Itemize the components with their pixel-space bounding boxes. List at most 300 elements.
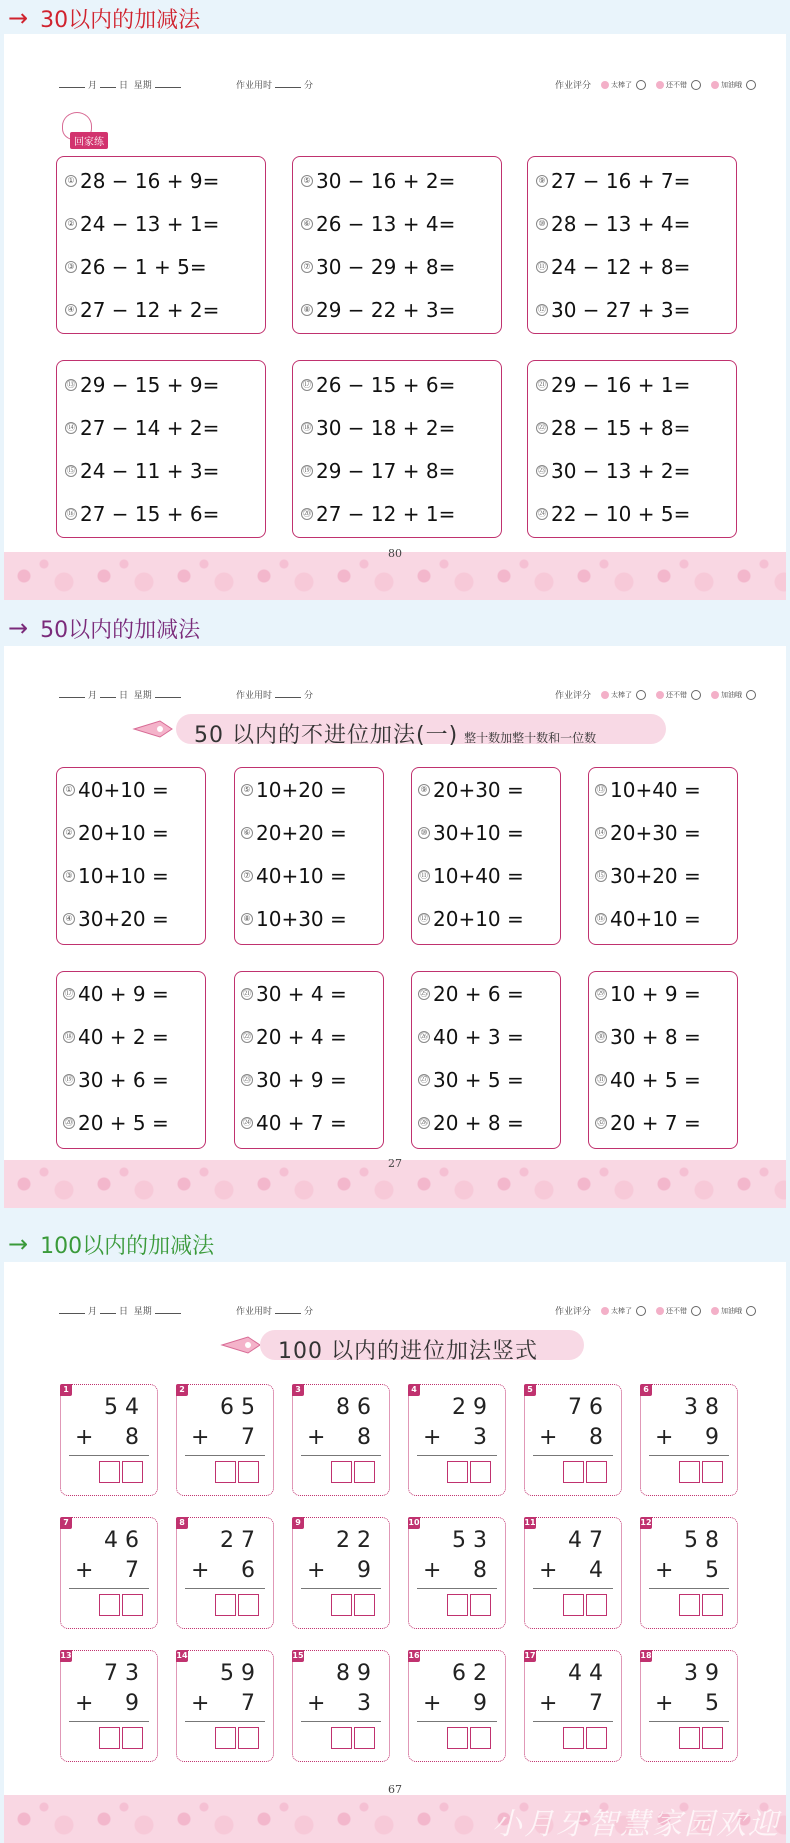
equation[interactable]: [595, 778, 701, 802]
addend-bottom-row: [539, 1691, 603, 1716]
equation[interactable]: [65, 416, 219, 440]
addend-top: 4 6: [104, 1528, 139, 1553]
equation[interactable]: [63, 778, 169, 802]
problem-number-badge: 3: [292, 1384, 304, 1396]
equation[interactable]: [63, 1025, 169, 1049]
problem-number: ㉓: [538, 466, 546, 475]
date-fields[interactable]: 月 日 星期: [56, 78, 184, 91]
answer-digit-box[interactable]: [563, 1461, 584, 1483]
addend-top: 2 7: [220, 1528, 255, 1553]
problem-number: ㉕: [420, 989, 428, 998]
problem-number: ⑲: [303, 466, 311, 475]
equation[interactable]: [241, 907, 347, 931]
answer-boxes[interactable]: [331, 1461, 375, 1483]
equation-text: 27 − 12 + 2=: [80, 298, 220, 322]
equation[interactable]: [241, 982, 347, 1006]
problem-group: [411, 767, 561, 945]
answer-digit-box[interactable]: [702, 1594, 723, 1616]
problem-number: ③: [65, 261, 77, 273]
equation[interactable]: [65, 212, 219, 236]
answer-digit-box[interactable]: [99, 1594, 120, 1616]
sum-line: [301, 1455, 381, 1456]
answer-digit-box[interactable]: [679, 1461, 700, 1483]
banner-title: 100 以内的进位加法竖式: [278, 1339, 538, 1364]
answer-digit-box[interactable]: [122, 1727, 143, 1749]
equation[interactable]: [595, 1111, 701, 1135]
equation[interactable]: [301, 212, 455, 236]
answer-digit-box[interactable]: [215, 1594, 236, 1616]
plus-sign: +: [539, 1558, 558, 1583]
answer-digit-box[interactable]: [447, 1727, 468, 1749]
equation-text: 20+30 =: [433, 778, 524, 802]
equation-text: 26 − 15 + 6=: [316, 373, 456, 397]
equation[interactable]: [301, 373, 455, 397]
equation[interactable]: [301, 459, 455, 483]
equation-text: 28 − 13 + 4=: [551, 212, 691, 236]
equation-text: 27 − 15 + 6=: [80, 502, 220, 526]
equation[interactable]: [241, 1111, 347, 1135]
problem-number: ㉔: [538, 509, 546, 518]
rocket-icon: [218, 1334, 262, 1356]
problem-number: ⑧: [301, 304, 313, 316]
answer-boxes[interactable]: [447, 1727, 491, 1749]
answer-boxes[interactable]: [215, 1594, 259, 1616]
section-title-text: 50以内的加减法: [40, 617, 201, 643]
equation-text: 20+10 =: [78, 821, 169, 845]
plus-sign: +: [655, 1558, 674, 1583]
equation-text: 20+10 =: [433, 907, 524, 931]
answer-digit-box[interactable]: [122, 1594, 143, 1616]
section-title-50: [0, 610, 790, 646]
equation[interactable]: [63, 982, 169, 1006]
answer-digit-box[interactable]: [354, 1594, 375, 1616]
section-title-30: [0, 0, 790, 36]
equation[interactable]: [418, 778, 524, 802]
addend-bottom: 8: [589, 1425, 603, 1450]
addend-bottom: 4: [589, 1558, 603, 1583]
answer-digit-box[interactable]: [679, 1594, 700, 1616]
problem-number-badge: 18: [640, 1651, 652, 1660]
problem-number: ⑥: [301, 218, 313, 230]
worksheet-page-3: [4, 1262, 786, 1843]
answer-boxes[interactable]: [679, 1461, 723, 1483]
problem-number-badge: 9: [292, 1517, 304, 1529]
problem-number: ⑳: [65, 1118, 73, 1127]
problem-group: [588, 971, 738, 1149]
answer-boxes[interactable]: [99, 1594, 143, 1616]
equation-text: 30 − 13 + 2=: [551, 459, 691, 483]
problem-number: ⑰: [303, 380, 311, 389]
sum-line: [301, 1588, 381, 1589]
answer-digit-box[interactable]: [238, 1461, 259, 1483]
equation[interactable]: [63, 821, 169, 845]
addend-bottom-row: [655, 1558, 719, 1583]
equation[interactable]: [301, 169, 455, 193]
problem-group: [411, 971, 561, 1149]
page-number: 67: [388, 1783, 402, 1796]
equation-text: 28 − 15 + 8=: [551, 416, 691, 440]
problem-number-badge: 8: [176, 1517, 188, 1529]
equation-text: 30 + 9 =: [256, 1068, 347, 1092]
problem-number-badge: 12: [640, 1518, 652, 1527]
equation[interactable]: [241, 778, 347, 802]
addend-bottom-row: [539, 1425, 603, 1450]
equation-text: 24 − 11 + 3=: [80, 459, 220, 483]
vertical-addition-problem: [640, 1384, 738, 1496]
equation[interactable]: [595, 1025, 701, 1049]
answer-digit-box[interactable]: [702, 1727, 723, 1749]
equation-text: 29 − 16 + 1=: [551, 373, 691, 397]
sum-line: [185, 1588, 265, 1589]
answer-digit-box[interactable]: [331, 1727, 352, 1749]
problem-number: ⑦: [241, 870, 253, 882]
problem-number: ⑨: [418, 784, 430, 796]
problem-number: ④: [63, 913, 75, 925]
vertical-addition-problem: [640, 1650, 738, 1762]
worksheet-header: [56, 1304, 756, 1320]
answer-digit-box[interactable]: [99, 1727, 120, 1749]
addend-bottom-row: [307, 1558, 371, 1583]
problem-number: ⑳: [303, 509, 311, 518]
section-title-text: 100以内的加减法: [40, 1233, 215, 1259]
equation-text: 20+30 =: [610, 821, 701, 845]
equation-text: 29 − 15 + 9=: [80, 373, 220, 397]
equation-text: 40 + 9 =: [78, 982, 169, 1006]
answer-boxes[interactable]: [679, 1594, 723, 1616]
equation[interactable]: [301, 255, 455, 279]
equation[interactable]: [595, 1068, 701, 1092]
star-icon: [601, 691, 609, 699]
addend-bottom: 7: [241, 1691, 255, 1716]
plus-sign: +: [307, 1691, 326, 1716]
problem-number: ⑰: [65, 989, 73, 998]
equation-text: 29 − 22 + 3=: [316, 298, 456, 322]
answer-digit-box[interactable]: [215, 1461, 236, 1483]
answer-digit-box[interactable]: [215, 1727, 236, 1749]
equation[interactable]: [536, 459, 690, 483]
equation[interactable]: [65, 298, 219, 322]
problem-group: [56, 971, 206, 1149]
equation-text: 27 − 12 + 1=: [316, 502, 456, 526]
time-field[interactable]: 作业用时 分: [236, 691, 314, 701]
answer-digit-box[interactable]: [238, 1594, 259, 1616]
problem-number-badge: 11: [524, 1518, 536, 1527]
answer-digit-box[interactable]: [331, 1594, 352, 1616]
problem-number: ④: [65, 304, 77, 316]
grade-checkbox[interactable]: [636, 690, 646, 700]
equation[interactable]: [65, 255, 207, 279]
date-fields[interactable]: 月 日 星期: [56, 1304, 184, 1317]
sum-line: [417, 1455, 497, 1456]
problem-number: ⑱: [303, 423, 311, 432]
problem-group: [292, 156, 502, 334]
problem-number: ②: [63, 827, 75, 839]
watermark: 小月牙智慧家园欢迎: [492, 1807, 780, 1842]
addend-bottom: 8: [357, 1425, 371, 1450]
problem-group: [292, 360, 502, 538]
equation-text: 40 + 2 =: [78, 1025, 169, 1049]
addend-top: 4 7: [568, 1528, 603, 1553]
answer-digit-box[interactable]: [563, 1594, 584, 1616]
equation[interactable]: [63, 907, 169, 931]
vertical-addition-problem: [408, 1517, 506, 1629]
equation[interactable]: [65, 373, 219, 397]
addend-top: 6 2: [452, 1661, 487, 1686]
rocket-icon: [130, 718, 174, 740]
vertical-addition-problem: [408, 1650, 506, 1762]
answer-digit-box[interactable]: [331, 1461, 352, 1483]
lesson-banner: [260, 1330, 584, 1364]
equation[interactable]: [241, 1025, 347, 1049]
vertical-addition-problem: [524, 1517, 622, 1629]
equation[interactable]: [418, 1025, 524, 1049]
sum-line: [533, 1588, 613, 1589]
equation[interactable]: [595, 982, 701, 1006]
answer-digit-box[interactable]: [679, 1727, 700, 1749]
equation[interactable]: [595, 907, 701, 931]
equation-text: 26 − 1 + 5=: [80, 255, 207, 279]
answer-boxes[interactable]: [679, 1727, 723, 1749]
problem-number: ⑫: [420, 914, 428, 923]
answer-boxes[interactable]: [331, 1594, 375, 1616]
problem-number-badge: 16: [408, 1651, 420, 1660]
answer-digit-box[interactable]: [238, 1727, 259, 1749]
problem-number: ⑱: [65, 1032, 73, 1041]
sum-line: [417, 1588, 497, 1589]
problem-number: ⑪: [420, 871, 428, 880]
addend-top: 4 4: [568, 1661, 603, 1686]
answer-digit-box[interactable]: [354, 1461, 375, 1483]
problem-number: ⑲: [65, 1075, 73, 1084]
answer-digit-box[interactable]: [586, 1727, 607, 1749]
answer-boxes[interactable]: [563, 1727, 607, 1749]
problem-number: ⑥: [241, 827, 253, 839]
grade-checkbox[interactable]: [691, 1306, 701, 1316]
banner-subtitle: 整十数加整十数和一位数: [464, 731, 597, 745]
equation[interactable]: [595, 821, 701, 845]
equation-text: 22 − 10 + 5=: [551, 502, 691, 526]
plus-sign: +: [423, 1691, 442, 1716]
answer-digit-box[interactable]: [702, 1461, 723, 1483]
grade-checkbox[interactable]: [746, 690, 756, 700]
problem-number: ㉚: [597, 1032, 605, 1041]
problem-number-badge: 15: [292, 1651, 304, 1660]
equation-text: 10+30 =: [256, 907, 347, 931]
problem-number: ⑮: [597, 871, 605, 880]
problem-number: ⑭: [597, 828, 605, 837]
equation[interactable]: [418, 1068, 524, 1092]
sum-line: [649, 1588, 729, 1589]
addend-bottom: 3: [357, 1691, 371, 1716]
problem-number-badge: 7: [60, 1517, 72, 1529]
answer-boxes[interactable]: [99, 1727, 143, 1749]
problem-number-badge: 17: [524, 1651, 536, 1660]
grade-checkbox[interactable]: [691, 690, 701, 700]
equation-text: 30+10 =: [433, 821, 524, 845]
time-field[interactable]: 作业用时 分: [236, 1307, 314, 1317]
equation[interactable]: [418, 982, 524, 1006]
addend-top: 6 5: [220, 1395, 255, 1420]
smile-icon: [656, 1307, 664, 1315]
equation[interactable]: [536, 298, 690, 322]
answer-digit-box[interactable]: [447, 1594, 468, 1616]
problem-number-badge: 4: [408, 1384, 420, 1396]
addend-bottom: 7: [589, 1691, 603, 1716]
equation-text: 20 + 4 =: [256, 1025, 347, 1049]
vertical-addition-problem: [292, 1384, 390, 1496]
problem-number: ㉔: [243, 1118, 251, 1127]
problem-number: ⑦: [301, 261, 313, 273]
grade-checkbox[interactable]: [746, 80, 756, 90]
equation[interactable]: [301, 416, 455, 440]
answer-digit-box[interactable]: [470, 1594, 491, 1616]
answer-boxes[interactable]: [99, 1461, 143, 1483]
equation-text: 30+20 =: [78, 907, 169, 931]
equation-text: 27 − 16 + 7=: [551, 169, 691, 193]
problem-number: ⑭: [67, 423, 75, 432]
equation[interactable]: [418, 1111, 524, 1135]
sum-line: [185, 1455, 265, 1456]
problem-number: ⑤: [241, 784, 253, 796]
addend-top: 5 8: [684, 1528, 719, 1553]
worksheet-page-2: [4, 646, 786, 1208]
problem-number: ㉘: [420, 1118, 428, 1127]
date-fields[interactable]: 月 日 星期: [56, 688, 184, 701]
addend-bottom: 3: [473, 1425, 487, 1450]
answer-boxes[interactable]: [331, 1727, 375, 1749]
grade-checkbox[interactable]: [691, 80, 701, 90]
grade-checkbox[interactable]: [636, 80, 646, 90]
equation[interactable]: [65, 459, 219, 483]
answer-digit-box[interactable]: [447, 1461, 468, 1483]
problem-group: [234, 767, 384, 945]
equation[interactable]: [418, 821, 524, 845]
answer-digit-box[interactable]: [99, 1461, 120, 1483]
addend-top: 5 3: [452, 1528, 487, 1553]
equation[interactable]: [63, 864, 169, 888]
answer-digit-box[interactable]: [470, 1461, 491, 1483]
problem-number: ⑧: [241, 913, 253, 925]
equation[interactable]: [536, 373, 690, 397]
addend-top: 3 9: [684, 1661, 719, 1686]
problem-number-badge: 13: [60, 1651, 72, 1660]
answer-boxes[interactable]: [563, 1461, 607, 1483]
problem-number: ⑤: [301, 175, 313, 187]
answer-digit-box[interactable]: [122, 1461, 143, 1483]
equation[interactable]: [241, 821, 347, 845]
vertical-addition-problem: [292, 1517, 390, 1629]
problem-group: [588, 767, 738, 945]
equation[interactable]: [65, 502, 219, 526]
problem-number-badge: 14: [176, 1651, 188, 1660]
arrow-icon: →: [8, 1230, 29, 1258]
vertical-addition-problem: [408, 1384, 506, 1496]
sum-line: [533, 1455, 613, 1456]
equation[interactable]: [301, 298, 455, 322]
equation[interactable]: [301, 502, 455, 526]
problem-number: ㉛: [597, 1075, 605, 1084]
problem-number: ㉓: [243, 1075, 251, 1084]
addend-top: 5 4: [104, 1395, 139, 1420]
addend-bottom: 8: [125, 1425, 139, 1450]
cheer-icon: [711, 81, 719, 89]
equation-text: 10+10 =: [78, 864, 169, 888]
answer-boxes[interactable]: [563, 1594, 607, 1616]
equation[interactable]: [418, 864, 524, 888]
answer-digit-box[interactable]: [586, 1594, 607, 1616]
sum-line: [533, 1721, 613, 1722]
answer-boxes[interactable]: [215, 1461, 259, 1483]
time-field[interactable]: 作业用时 分: [236, 81, 314, 91]
addend-bottom-row: [423, 1691, 487, 1716]
cheer-icon: [711, 691, 719, 699]
answer-digit-box[interactable]: [354, 1727, 375, 1749]
equation-text: 10+40 =: [610, 778, 701, 802]
equation[interactable]: [536, 212, 690, 236]
addend-bottom: 9: [473, 1691, 487, 1716]
problem-number: ⑯: [597, 914, 605, 923]
equation-text: 30 − 16 + 2=: [316, 169, 456, 193]
equation-text: 20 + 5 =: [78, 1111, 169, 1135]
problem-number-badge: 2: [176, 1384, 188, 1396]
answer-boxes[interactable]: [215, 1727, 259, 1749]
equation[interactable]: [63, 1068, 169, 1092]
grade-checkbox[interactable]: [636, 1306, 646, 1316]
addend-bottom: 7: [241, 1425, 255, 1450]
answer-digit-box[interactable]: [470, 1727, 491, 1749]
problem-group: [56, 156, 266, 334]
answer-digit-box[interactable]: [586, 1461, 607, 1483]
equation[interactable]: [536, 169, 690, 193]
equation[interactable]: [536, 416, 690, 440]
addend-top: 8 9: [336, 1661, 371, 1686]
answer-boxes[interactable]: [447, 1461, 491, 1483]
problem-number-badge: 5: [524, 1384, 536, 1396]
equation[interactable]: [241, 864, 347, 888]
homework-tag: 回家练: [70, 132, 108, 149]
equation[interactable]: [418, 907, 524, 931]
answer-digit-box[interactable]: [563, 1727, 584, 1749]
vertical-addition-problem: [60, 1384, 158, 1496]
vertical-addition-problem: [524, 1384, 622, 1496]
sum-line: [185, 1721, 265, 1722]
equation-text: 10+20 =: [256, 778, 347, 802]
plus-sign: +: [75, 1691, 94, 1716]
vertical-addition-problem: [524, 1650, 622, 1762]
equation[interactable]: [595, 864, 701, 888]
equation[interactable]: [241, 1068, 347, 1092]
grade-checkbox[interactable]: [746, 1306, 756, 1316]
problem-number: ㉜: [597, 1118, 605, 1127]
addend-bottom: 6: [241, 1558, 255, 1583]
addend-top: 3 8: [684, 1395, 719, 1420]
equation[interactable]: [536, 502, 690, 526]
addend-top: 5 9: [220, 1661, 255, 1686]
vertical-addition-problem: [640, 1517, 738, 1629]
equation[interactable]: [65, 169, 219, 193]
equation-text: 30 + 5 =: [433, 1068, 524, 1092]
answer-boxes[interactable]: [447, 1594, 491, 1616]
equation[interactable]: [536, 255, 690, 279]
problem-number: ㉗: [420, 1075, 428, 1084]
equation-text: 40 + 7 =: [256, 1111, 347, 1135]
lesson-banner: [176, 714, 666, 748]
problem-number: ⑨: [536, 175, 548, 187]
equation[interactable]: [63, 1111, 169, 1135]
problem-number: ㉒: [538, 423, 546, 432]
addend-bottom-row: [655, 1691, 719, 1716]
plus-sign: +: [307, 1425, 326, 1450]
